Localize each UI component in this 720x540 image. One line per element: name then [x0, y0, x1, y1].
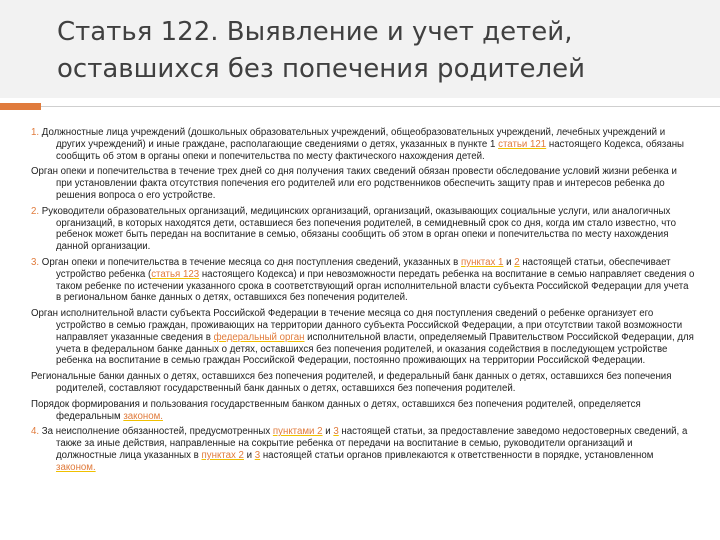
- paragraph-text: Орган исполнительной власти субъекта Российской Федерации в течение месяца со дня поступления сведений о ребенке организует его устройство в семью граждан, проживающих на территории данного субъекта Российской Федерации, а при отсутствии такой возможности направляет указанные сведения в: [31, 308, 683, 343]
- legal-reference-link[interactable]: законом.: [56, 461, 96, 473]
- paragraph-text: настоящего Кодекса) и при невозможности передать ребенка на воспитание в семью направляет сведения о таком ребенке по истечении указанного срока в соответствующий орган исполнительной власти субъекта Российской Федерации для учета в региональном банке данных о детях, оставшихся без попечения родителей.: [56, 268, 695, 304]
- slide-title: [57, 14, 697, 88]
- paragraph-text: и: [503, 256, 515, 268]
- paragraph-text: Руководители образовательных организаций, медицинских организаций, организаций, оказывающих социальные услуги, или аналогичных организаций, в которых находятся дети, оставшиеся без попечения родителей, в семидневный срок со дня, когда им стало известно, что ребенок может быть передан на воспитание в семью, обязаны сообщить об этом в орган опеки и попечительства по месту нахождения данной организации.: [39, 205, 676, 253]
- article-paragraph: [31, 257, 695, 304]
- article-paragraph: [31, 399, 695, 423]
- legal-reference-link[interactable]: законом.: [123, 410, 163, 422]
- legal-reference-link[interactable]: 2: [514, 256, 520, 268]
- legal-reference-link[interactable]: 3: [254, 449, 261, 461]
- accent-rule: [0, 103, 41, 110]
- paragraph-text: За неисполнение обязанностей, предусмотренных: [39, 426, 273, 438]
- paragraph-number: 3.: [31, 256, 40, 268]
- article-paragraph: [31, 426, 695, 473]
- article-paragraph: [31, 166, 695, 201]
- legal-reference-link[interactable]: статья 123: [151, 268, 200, 280]
- paragraph-text: и: [322, 426, 334, 438]
- title-line-1: Статья 122. Выявление и учет детей,: [57, 17, 573, 47]
- article-paragraph: [31, 371, 695, 395]
- legal-reference-link[interactable]: пунктах 2: [201, 449, 244, 461]
- paragraph-text: Должностные лица учреждений (дошкольных образовательных учреждений, общеобразовательных учреждений, лечебных учреждений и других учреждений) и иные граждане, располагающие сведениями о детях, указанных в пункте 1: [39, 127, 666, 150]
- title-divider: [41, 106, 720, 107]
- paragraph-number: 4.: [31, 426, 40, 438]
- paragraph-text: и: [243, 449, 255, 461]
- paragraph-text: исполнительной власти, определяемый Правительством Российской Федерации, для учета в федеральном банке данных о детях, оставшихся без попечения родителей, и оказания содействия в последующем устройстве ребенка на воспитание в семью граждан Российской Федерации, постоянно проживающих на территории Российской Федерации.: [56, 331, 694, 367]
- article-body: [31, 127, 695, 537]
- paragraph-text: Орган опеки и попечительства в течение трех дней со дня получения таких сведений обязан провести обследование условий жизни ребенка и при установлении факта отсутствия попечения его родителей или его родственников обеспечить защиту прав и интересов ребенка до решения вопроса о его устройстве.: [31, 166, 677, 201]
- legal-reference-link[interactable]: федеральный орган: [213, 331, 305, 343]
- title-line-2: оставшихся без попечения родителей: [57, 54, 585, 84]
- paragraph-text: Орган опеки и попечительства в течение месяца со дня поступления сведений, указанных в: [39, 256, 462, 268]
- article-paragraph: [31, 127, 695, 162]
- legal-reference-link[interactable]: пунктах 1: [461, 256, 504, 268]
- paragraph-text: настоящей статьи, обеспечивает устройство ребенка (: [56, 256, 671, 280]
- article-paragraph: [31, 206, 695, 253]
- paragraph-text: Порядок формирования и пользования государственным банком данных о детях, оставшихся без попечения родителей, определяется федеральным: [31, 398, 641, 422]
- legal-reference-link[interactable]: статьи 121: [498, 138, 547, 150]
- article-paragraph: [31, 308, 695, 367]
- paragraph-number: 1.: [31, 127, 40, 138]
- paragraph-text: Региональные банки данных о детях, оставшихся без попечения родителей, и федеральный банк данных о детях, оставшихся без попечения родителей, составляют государственный банк данных о детях, оставшихся без попечения родителей.: [31, 371, 672, 394]
- paragraph-text: настоящего Кодекса, обязаны сообщить об этом в органы опеки и попечительства по месту фактического нахождения детей.: [56, 138, 685, 162]
- paragraph-text: настоящей статьи органов привлекаются к ответственности в порядке, установленном: [260, 449, 654, 461]
- paragraph-text: настоящей статьи, за предоставление заведомо недостоверных сведений, а также за иные действия, направленные на сокрытие ребенка от передачи на воспитание в семью, руководители организаций и должностные лица указанных в: [56, 426, 688, 461]
- legal-reference-link[interactable]: 3: [333, 426, 339, 438]
- paragraph-number: 2.: [31, 205, 40, 217]
- legal-reference-link[interactable]: пунктами 2: [272, 426, 323, 438]
